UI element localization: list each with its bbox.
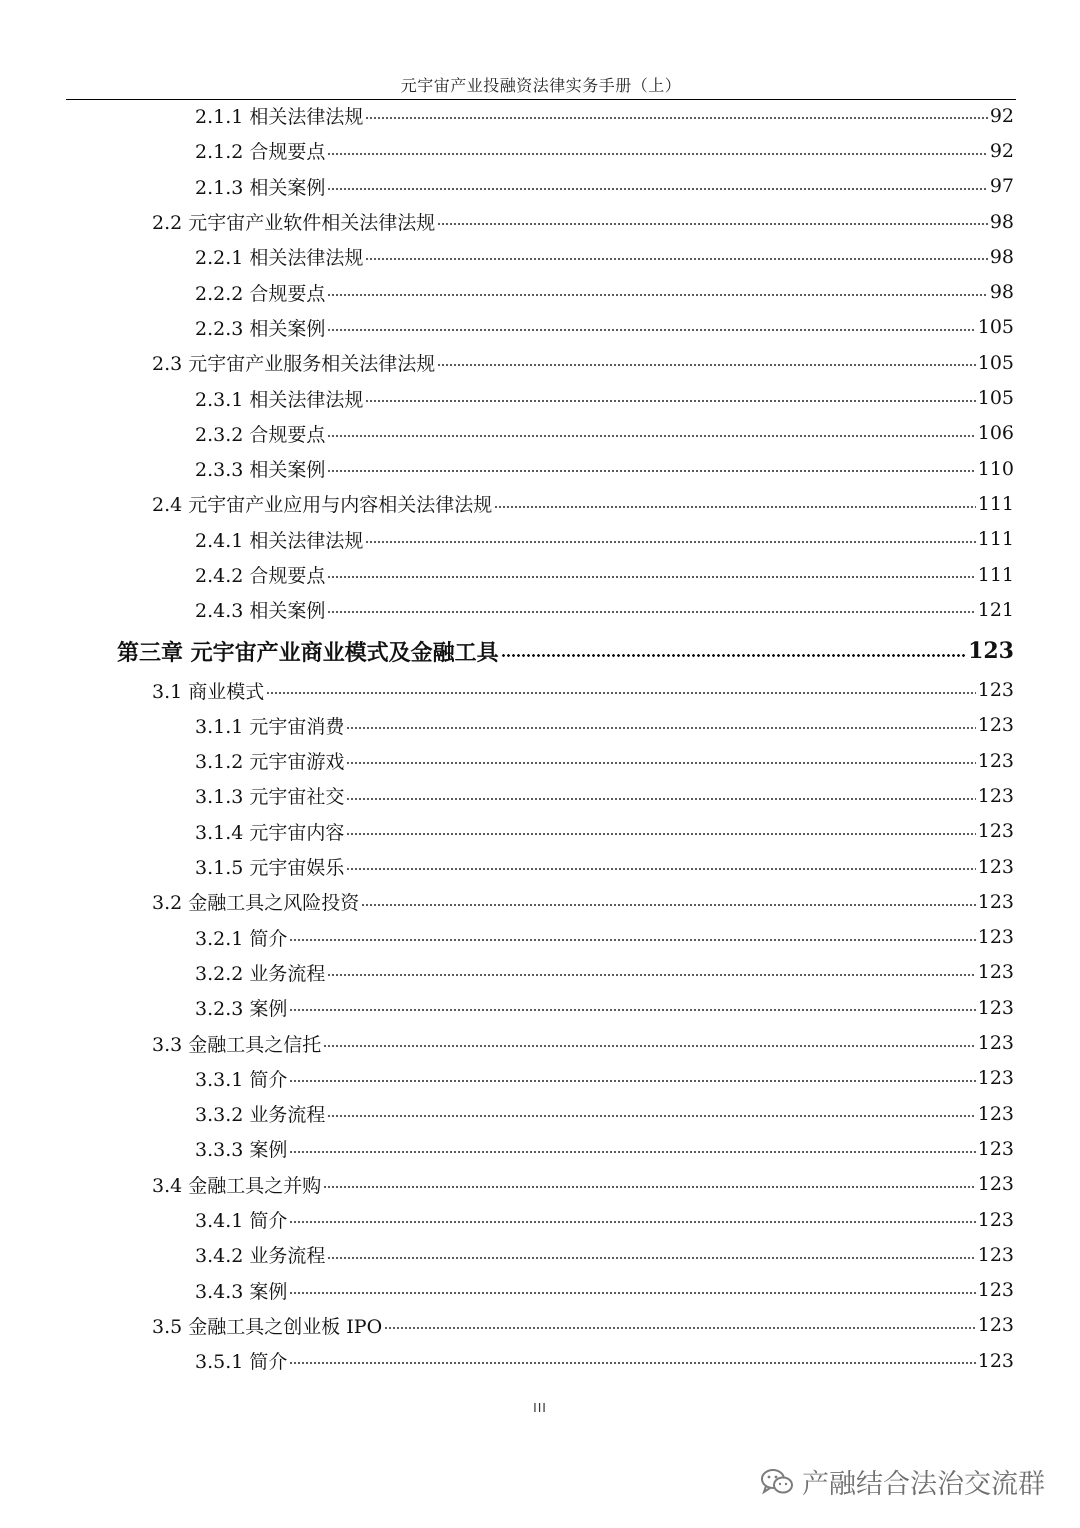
toc-entry[interactable] — [0, 1025, 1080, 1060]
dot-leader — [346, 793, 975, 805]
toc-entry[interactable] — [0, 1202, 1080, 1237]
toc-entry-page: 105 — [977, 351, 1014, 374]
toc-entry[interactable] — [0, 1273, 1080, 1308]
toc-entry[interactable] — [0, 204, 1080, 239]
toc-entry-label: 3.4 金融工具之并购 — [152, 1174, 322, 1197]
toc-entry-label: 2.3 元宇宙产业服务相关法律法规 — [152, 353, 436, 376]
toc-entry[interactable] — [0, 522, 1080, 557]
dot-leader — [327, 148, 987, 160]
toc-entry-page: 110 — [977, 457, 1014, 480]
toc-entry-page: 105 — [977, 316, 1014, 339]
toc-entry-page: 92 — [989, 104, 1014, 127]
toc-entry[interactable] — [0, 310, 1080, 345]
toc-entry-label: 2.3.2 合规要点 — [195, 423, 326, 446]
dot-leader — [365, 536, 975, 548]
toc-entry-page: 111 — [977, 563, 1014, 586]
dot-leader — [494, 501, 975, 513]
dot-leader — [327, 969, 975, 981]
toc-entry-page: 123 — [977, 961, 1014, 984]
dot-leader — [323, 1181, 975, 1193]
toc-entry-label: 2.4 元宇宙产业应用与内容相关法律法规 — [152, 494, 493, 517]
toc-entry-label: 3.3 金融工具之信托 — [152, 1033, 322, 1056]
toc-entry-page: 123 — [977, 855, 1014, 878]
toc-entry[interactable] — [0, 1308, 1080, 1343]
toc-entry[interactable] — [0, 884, 1080, 919]
dot-leader — [346, 863, 975, 875]
dot-leader — [323, 1040, 975, 1052]
toc-entry-page: 123 — [977, 926, 1014, 949]
toc-entry-page: 123 — [968, 638, 1014, 665]
dot-leader — [327, 606, 975, 618]
dot-leader — [266, 687, 975, 699]
toc-entry-page: 123 — [977, 784, 1014, 807]
table-of-contents — [0, 98, 1080, 1378]
toc-entry[interactable] — [0, 1131, 1080, 1166]
toc-entry-label: 3.2.1 简介 — [195, 927, 288, 950]
watermark-text: 产融结合法治交流群 — [802, 1469, 1045, 1500]
toc-entry-label: 2.2.3 相关案例 — [195, 317, 326, 340]
dot-leader — [346, 828, 975, 840]
toc-entry-page: 98 — [989, 210, 1014, 233]
toc-entry-label: 3.1.2 元宇宙游戏 — [195, 751, 345, 774]
dot-leader — [289, 1146, 975, 1158]
toc-entry[interactable] — [0, 557, 1080, 592]
wechat-icon — [760, 1467, 794, 1497]
toc-entry[interactable] — [0, 814, 1080, 849]
toc-entry-page: 123 — [977, 714, 1014, 737]
toc-entry[interactable] — [0, 955, 1080, 990]
toc-entry-label: 3.4.3 案例 — [195, 1280, 288, 1303]
toc-entry[interactable] — [0, 1343, 1080, 1378]
toc-entry-label: 2.3.1 相关法律法规 — [195, 388, 364, 411]
toc-entry[interactable] — [0, 672, 1080, 707]
toc-entry-label: 3.2.2 业务流程 — [195, 962, 326, 985]
dot-leader — [289, 1216, 975, 1228]
toc-entry-page: 92 — [989, 139, 1014, 162]
toc-entry-page: 123 — [977, 1243, 1014, 1266]
dot-leader — [346, 757, 975, 769]
toc-entry-page: 97 — [989, 175, 1014, 198]
toc-entry-page: 123 — [977, 1102, 1014, 1125]
dot-leader — [327, 1252, 975, 1264]
toc-entry-label: 3.5 金融工具之创业板 IPO — [152, 1315, 383, 1338]
toc-entry-page: 123 — [977, 1067, 1014, 1090]
toc-entry-page: 123 — [977, 1208, 1014, 1231]
toc-entry-page: 123 — [977, 890, 1014, 913]
dot-leader — [327, 465, 975, 477]
toc-entry[interactable] — [0, 990, 1080, 1025]
dot-leader — [289, 1075, 975, 1087]
toc-entry-label: 3.3.1 简介 — [195, 1068, 288, 1091]
toc-entry-page: 98 — [989, 245, 1014, 268]
page-number: III — [533, 1400, 547, 1415]
dot-leader — [365, 253, 987, 265]
toc-entry-page: 98 — [989, 281, 1014, 304]
toc-entry[interactable] — [0, 98, 1080, 133]
toc-entry-page: 111 — [977, 492, 1014, 515]
toc-entry[interactable] — [0, 743, 1080, 778]
toc-entry-label: 3.4.1 简介 — [195, 1210, 288, 1233]
toc-entry-label: 3.3.3 案例 — [195, 1139, 288, 1162]
dot-leader — [327, 571, 975, 583]
toc-entry[interactable] — [0, 239, 1080, 274]
watermark — [760, 1462, 1045, 1501]
toc-entry-label: 2.2.2 合规要点 — [195, 282, 326, 305]
toc-entry[interactable] — [0, 708, 1080, 743]
toc-entry[interactable] — [0, 592, 1080, 627]
dot-leader — [437, 359, 975, 371]
toc-entry-page: 123 — [977, 749, 1014, 772]
running-header: 元宇宙产业投融资法律实务手册（上） — [400, 76, 682, 95]
dot-leader — [365, 395, 975, 407]
toc-entry[interactable] — [0, 274, 1080, 309]
dot-leader — [327, 1110, 975, 1122]
toc-entry-label: 2.3.3 相关案例 — [195, 459, 326, 482]
toc-entry[interactable] — [0, 1167, 1080, 1202]
toc-entry[interactable] — [0, 1061, 1080, 1096]
toc-entry-label: 2.2.1 相关法律法规 — [195, 247, 364, 270]
dot-leader — [327, 324, 975, 336]
toc-entry-label: 3.4.2 业务流程 — [195, 1245, 326, 1268]
dot-leader — [289, 934, 975, 946]
toc-entry-label: 2.2 元宇宙产业软件相关法律法规 — [152, 212, 436, 235]
toc-entry-label: 2.1.1 相关法律法规 — [195, 106, 364, 129]
toc-entry-label: 3.5.1 简介 — [195, 1351, 288, 1374]
toc-entry-label: 3.1.5 元宇宙娱乐 — [195, 857, 345, 880]
toc-entry[interactable] — [0, 849, 1080, 884]
toc-entry-label: 第三章 元宇宙产业商业模式及金融工具 — [117, 639, 499, 666]
toc-entry-page: 123 — [977, 1279, 1014, 1302]
toc-entry-label: 3.2 金融工具之风险投资 — [152, 892, 360, 915]
dot-leader — [327, 289, 987, 301]
toc-entry[interactable] — [0, 1237, 1080, 1272]
toc-entry-label: 3.1.1 元宇宙消费 — [195, 715, 345, 738]
toc-entry-label: 3.1.4 元宇宙内容 — [195, 821, 345, 844]
toc-entry-page: 123 — [977, 1032, 1014, 1055]
toc-entry-label: 2.1.2 合规要点 — [195, 141, 326, 164]
toc-entry-page: 123 — [977, 1349, 1014, 1372]
toc-entry-label: 3.1.3 元宇宙社交 — [195, 786, 345, 809]
dot-leader — [437, 218, 988, 230]
dot-leader — [327, 430, 975, 442]
toc-entry-page: 111 — [977, 528, 1014, 551]
toc-entry[interactable] — [0, 416, 1080, 451]
toc-entry[interactable] — [0, 345, 1080, 380]
toc-entry-page: 123 — [977, 1173, 1014, 1196]
toc-entry-label: 2.4.2 合规要点 — [195, 565, 326, 587]
toc-entry-page: 123 — [977, 1137, 1014, 1160]
toc-entry-page: 123 — [977, 820, 1014, 843]
toc-entry-page: 123 — [977, 679, 1014, 702]
toc-entry-label: 2.4.3 相关案例 — [195, 600, 326, 623]
toc-entry[interactable] — [0, 133, 1080, 168]
toc-entry[interactable] — [0, 778, 1080, 813]
dot-leader — [346, 722, 975, 734]
toc-entry[interactable] — [0, 486, 1080, 521]
toc-entry-label: 3.1 商业模式 — [152, 680, 265, 703]
toc-entry-label: 3.3.2 业务流程 — [195, 1104, 326, 1127]
toc-entry[interactable] — [0, 920, 1080, 955]
dot-leader — [361, 899, 975, 911]
toc-entry-page: 105 — [977, 387, 1014, 410]
toc-chapter-entry[interactable] — [0, 631, 1080, 671]
dot-leader — [501, 649, 966, 661]
dot-leader — [384, 1322, 976, 1334]
toc-entry[interactable] — [0, 451, 1080, 486]
dot-leader — [289, 1357, 975, 1369]
toc-entry-page: 121 — [977, 598, 1014, 621]
toc-entry-page: 123 — [977, 1314, 1014, 1337]
toc-entry-page: 106 — [977, 422, 1014, 445]
toc-entry-label: 3.2.3 案例 — [195, 998, 288, 1021]
toc-entry-label: 2.4.1 相关法律法规 — [195, 529, 364, 552]
toc-entry[interactable] — [0, 169, 1080, 204]
toc-entry[interactable] — [0, 380, 1080, 415]
dot-leader — [327, 183, 987, 195]
dot-leader — [289, 1004, 975, 1016]
dot-leader — [289, 1287, 975, 1299]
toc-entry-page: 123 — [977, 996, 1014, 1019]
toc-entry[interactable] — [0, 1096, 1080, 1131]
toc-entry-label: 2.1.3 相关案例 — [195, 176, 326, 199]
dot-leader — [365, 112, 987, 124]
